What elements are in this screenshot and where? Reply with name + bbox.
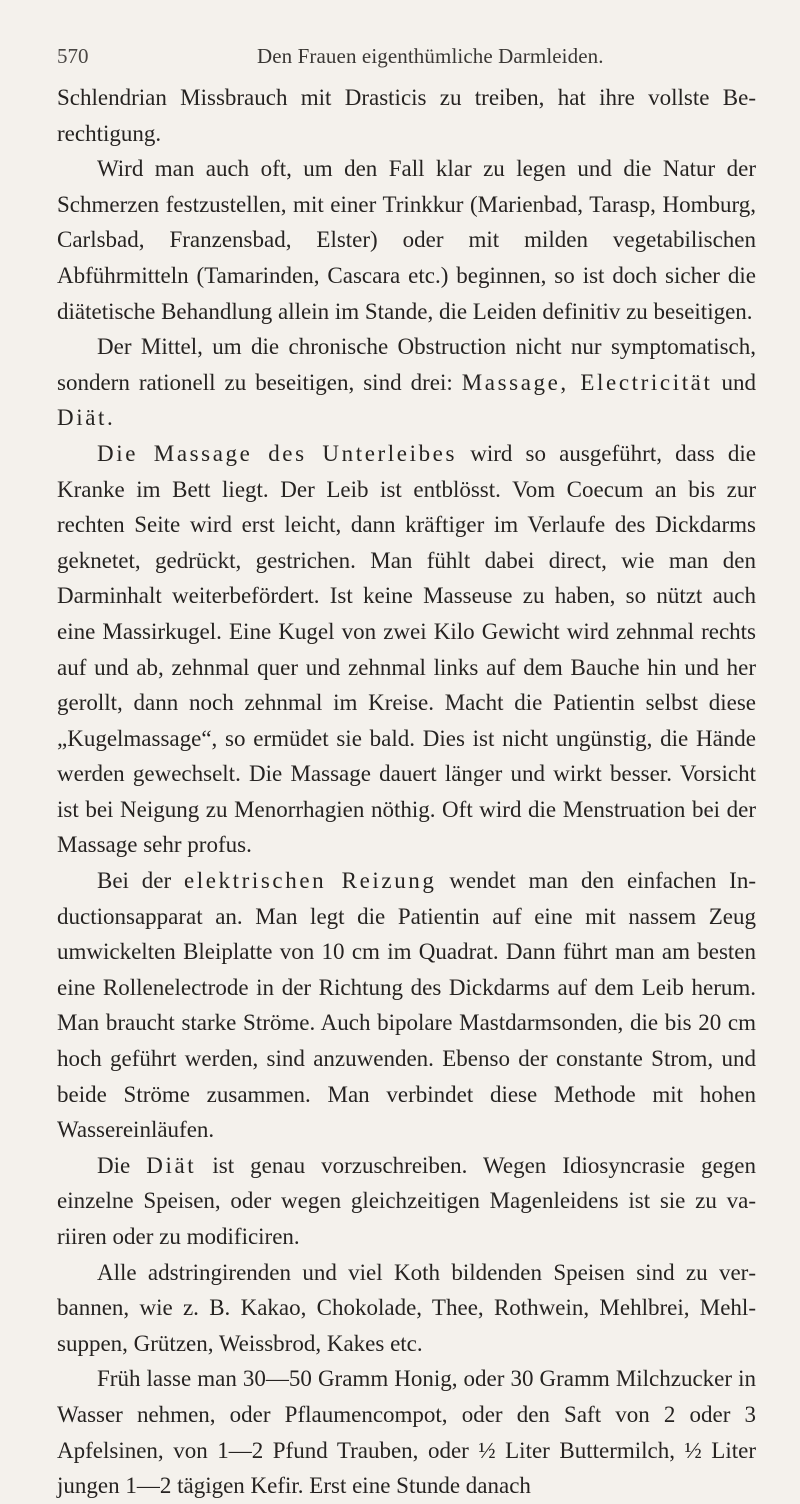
emphasis-massage-electricity: Massage, Electricität bbox=[461, 369, 713, 395]
page-number: 570 bbox=[57, 44, 89, 68]
text-run: wendet man den einfachen Inductionsapparat an. Man legt die Patientin auf eine mit nassem Zeug umwickelten Bleiplatte von 10 cm im Quadrat. Dann führt man am besten eine Rollenelectrode in der Richtung des Dickdarms auf dem Leib herum. Man braucht starke Ströme. Auch bipolare Mastdarmsonden, die bis 20 cm hoch geführt werden, sind anzuwenden. Ebenso der constante Strom, und beide Ströme zusammen. Man verbindet diese Methode mit hohen Wassereinläufen. bbox=[57, 868, 756, 1143]
paragraph-continuation: Schlendrian Missbrauch mit Drasticis zu treiben, hat ihre vollste Berechtigung. bbox=[57, 85, 756, 146]
text-run: wird so ausgeführt, dass die Kranke im Bett liegt. Der Leib ist entblösst. Vom Coecum an bis zur rechten Seite wird erst leicht, dann kräftiger im Verlaufe des Dickdarms geknetet, gedrückt, gestrichen. Man fühlt dabei direct, wie man den Darminhalt weiterbefördert. Ist keine Masseuse zu haben, so nützt auch eine Massirkugel. Eine Kugel von zwei Kilo Gewicht wird zehnmal rechts auf und ab, zehnmal quer und zehnmal links auf dem Bauche hin und her gerollt, dann noch zehnmal im Kreise. Macht die Patientin selbst diese „Kugelmassage“, so ermüdet sie bald. Dies ist nicht ungünstig, die Hände werden gewechselt. Die Massage dauert länger und wirkt besser. Vorsicht ist bei Neigung zu Menorrhagien nöthig. Oft wird die Menstruation bei der Massage sehr profus. bbox=[57, 440, 756, 858]
text-run: Die bbox=[97, 1152, 147, 1178]
paragraph-three-remedies bbox=[57, 329, 756, 436]
paragraph-diet bbox=[57, 1148, 756, 1255]
emphasis-diet-2: Diät bbox=[146, 1152, 197, 1178]
text-run: ist genau vorzuschreiben. Wegen Idiosyncrasie gegen einzelne Speisen, oder wegen gleichzeitigen Magenleidens ist sie zu variiren oder zu modificiren. bbox=[57, 1152, 756, 1249]
paragraph-trinkkur: Wird man auch oft, um den Fall klar zu legen und die Natur der Schmerzen festzustellen, mit einer Trinkkur (Marienbad, Tarasp, Homburg, Carlsbad, Franzensbad, Elster) oder mit milden vegetabilischen Abführmitteln (Tamarinden, Cascara etc.) beginnen, so ist doch sicher die diätetische Behandlung allein im Stande, die Leiden definitiv zu beseitigen. bbox=[57, 156, 756, 324]
paragraph-massage bbox=[57, 436, 756, 863]
text-run: und bbox=[712, 369, 756, 395]
emphasis-diet: Diät bbox=[57, 405, 107, 431]
running-title: Den Frauen eigenthümliche Darmleiden. bbox=[257, 44, 604, 68]
paragraph-forbidden-foods: Alle adstringirenden und viel Koth bildenden Speisen sind zu verbannen, wie z. B. Kakao, Chokolade, Thee, Rothwein, Mehlbrei, Mehlsuppen, Grützen, Weissbrod, Kakes etc. bbox=[57, 1259, 756, 1356]
page-header bbox=[57, 44, 756, 80]
emphasis-electric: elektrischen Reizung bbox=[183, 868, 437, 894]
emphasis-massage-unterleib: Die Massage des Unterleibes bbox=[97, 440, 458, 466]
text-run: . bbox=[107, 405, 113, 431]
paragraph-electric bbox=[57, 863, 756, 1148]
text-run: Der Mittel, um die chronische Obstruction nicht nur symptomatisch, sondern rationell zu beseitigen, sind drei: bbox=[57, 334, 756, 395]
paragraph-morning: Früh lasse man 30—50 Gramm Honig, oder 30 Gramm Milchzucker in Wasser nehmen, oder Pflaumencompot, oder den Saft von 2 oder 3 Apfelsinen, von 1—2 Pfund Trauben, oder ½ Liter Buttermilch, ½ Liter jungen 1—2 tägigen Kefir. Erst eine Stunde danach bbox=[57, 1366, 756, 1499]
page-body bbox=[57, 80, 756, 1504]
text-run: Bei der bbox=[97, 868, 184, 894]
